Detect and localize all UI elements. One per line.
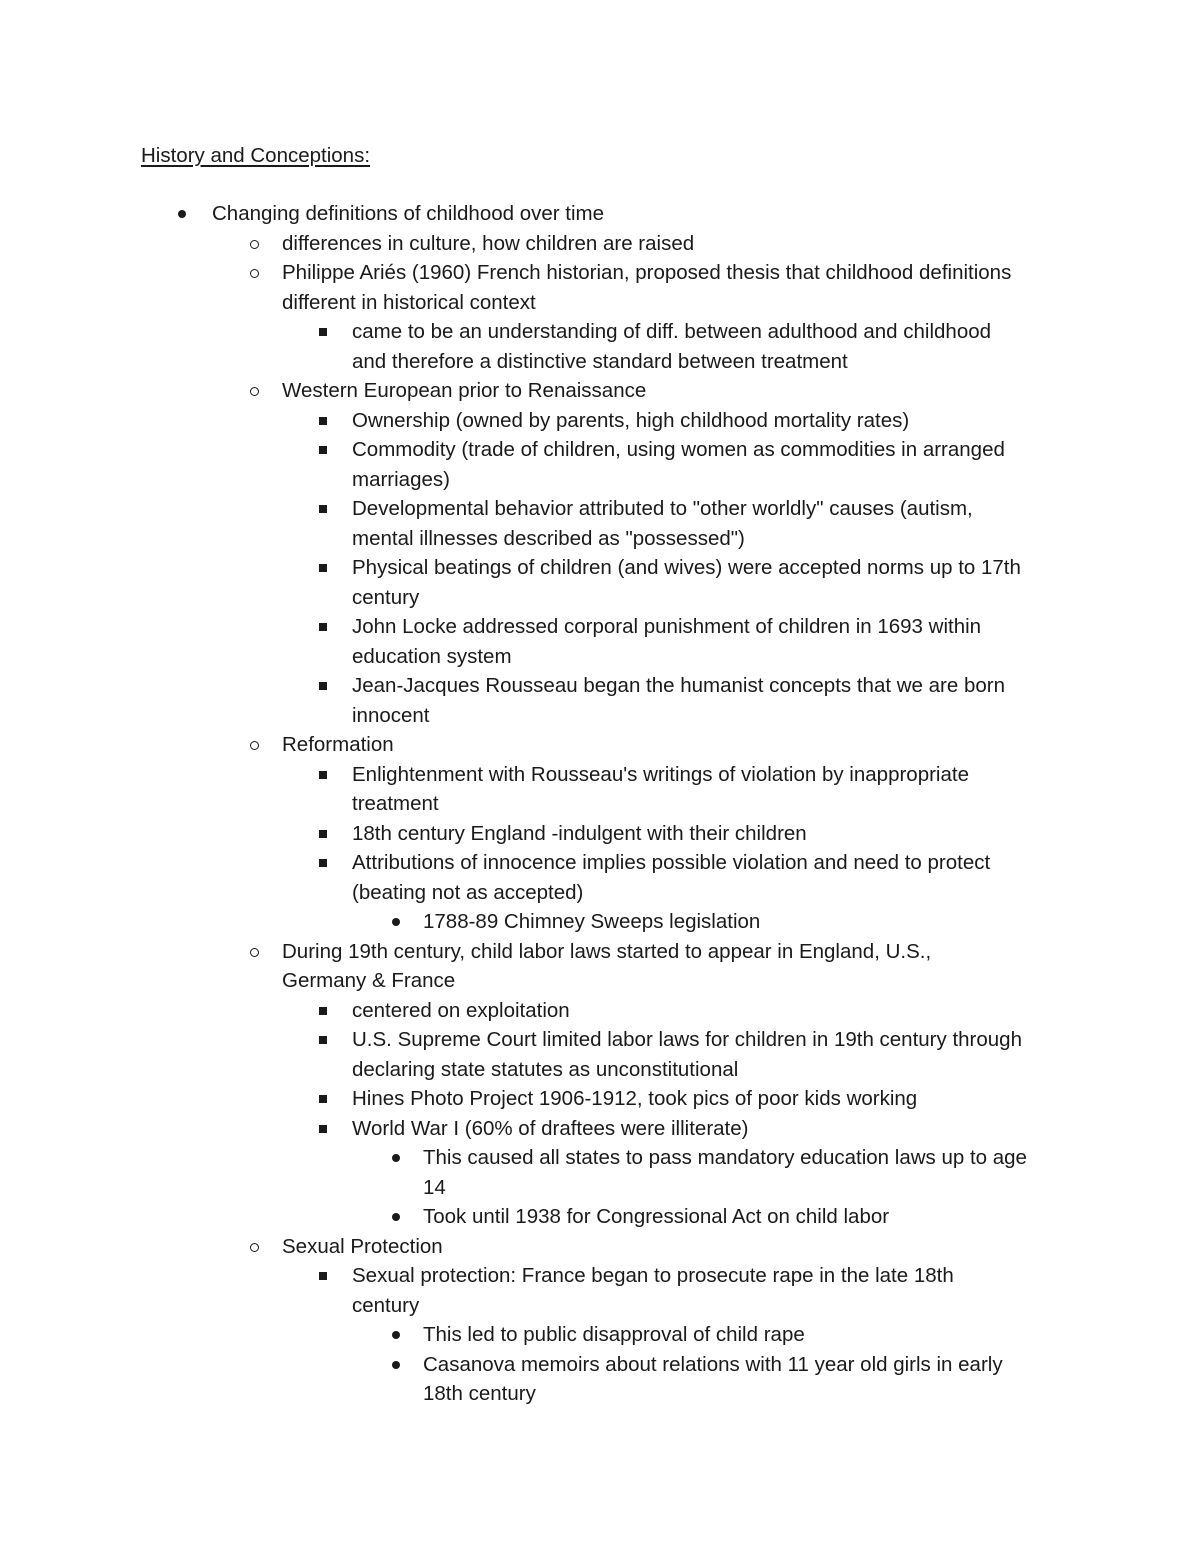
list-item-text: century [352, 1293, 420, 1317]
list-item [352, 671, 1005, 730]
bullet-square-icon [319, 446, 327, 454]
bullet-square-icon [319, 417, 327, 425]
list-item [352, 760, 969, 819]
list-item-text: Western European prior to Renaissance [282, 379, 647, 402]
bullet-square-icon [319, 859, 327, 867]
list-item [352, 1084, 917, 1114]
list-item-text: marriages) [352, 467, 450, 491]
list-item-text: Developmental behavior attributed to "other worldly" causes (autism, [352, 497, 973, 520]
list-item-text: Enlightenment with Rousseau's writings of violation by inappropriate [352, 762, 969, 786]
bullet-disc-icon [392, 1154, 400, 1162]
list-item [352, 848, 990, 907]
bullet-square-icon [319, 328, 327, 336]
list-item-text: Ownership (owned by parents, high childhood mortality rates) [352, 408, 910, 432]
bullet-disc-icon [178, 210, 186, 218]
list-item [352, 612, 981, 671]
list-item [352, 1025, 1022, 1084]
list-item-text: Physical beatings of children (and wives) were accepted norms up to 17th [352, 556, 1021, 579]
bullet-square-icon [319, 1036, 327, 1044]
list-item [282, 730, 394, 760]
list-item-text: century [352, 585, 420, 609]
list-item-text: Casanova memoirs about relations with 11 year old girls in early [423, 1352, 1003, 1376]
list-item-text: This led to public disapproval of child rape [423, 1323, 805, 1346]
list-item-text: U.S. Supreme Court limited labor laws for children in 19th century through [352, 1028, 1022, 1051]
list-item [352, 553, 1021, 612]
list-item [352, 1261, 954, 1320]
list-item-text: John Locke addressed corporal punishment of children in 1693 within [352, 615, 982, 638]
list-item [423, 1202, 889, 1232]
bullet-disc-icon [392, 1361, 400, 1369]
list-item-text: centered on exploitation [352, 998, 570, 1022]
list-item-text: Commodity (trade of children, using women as commodities in arranged [352, 438, 1005, 461]
page-title: History and Conceptions: [141, 144, 371, 167]
list-item-text: World War I (60% of draftees were illiterate) [352, 1116, 749, 1140]
list-item-text: During 19th century, child labor laws started to appear in England, U.S., [282, 939, 932, 963]
list-item [282, 229, 694, 259]
list-item-text: treatment [352, 792, 439, 815]
bullet-circle-icon [250, 269, 259, 278]
list-item-text: Germany & France [282, 969, 456, 992]
list-item-text: differences in culture, how children are raised [282, 231, 695, 255]
bullet-circle-icon [250, 948, 259, 957]
list-item-text: 18th century [423, 1382, 536, 1405]
bullet-square-icon [319, 1272, 327, 1280]
bullet-square-icon [319, 1125, 327, 1133]
bullet-square-icon [319, 505, 327, 513]
bullet-square-icon [319, 830, 327, 838]
bullet-circle-icon [250, 240, 259, 249]
list-item-text: Attributions of innocence implies possible violation and need to protect [352, 851, 991, 874]
list-item [352, 435, 1005, 494]
list-item [212, 199, 604, 229]
list-item [423, 1320, 805, 1350]
list-item-text: Reformation [282, 733, 394, 756]
bullet-square-icon [319, 623, 327, 631]
list-item [352, 819, 807, 849]
bullet-disc-icon [392, 918, 400, 926]
list-item-text: and therefore a distinctive standard between treatment [352, 349, 848, 373]
list-item-text: Sexual Protection [282, 1234, 443, 1258]
list-item-text: 1788-89 Chimney Sweeps legislation [423, 910, 761, 933]
list-item-text: Took until 1938 for Congressional Act on child labor [423, 1205, 890, 1228]
list-item [423, 907, 760, 937]
bullet-square-icon [319, 682, 327, 690]
list-item-text: innocent [352, 703, 430, 727]
list-item-text: (beating not as accepted) [352, 880, 584, 904]
bullet-square-icon [319, 564, 327, 572]
list-item [352, 317, 991, 376]
list-item-text: came to be an understanding of diff. between adulthood and childhood [352, 320, 992, 343]
list-item [423, 1143, 1027, 1202]
list-item-text: different in historical context [282, 290, 536, 314]
bullet-disc-icon [392, 1331, 400, 1339]
bullet-circle-icon [250, 741, 259, 750]
list-item-text: This caused all states to pass mandatory education laws up to age [423, 1146, 1027, 1169]
list-item [352, 1114, 748, 1144]
list-item [352, 494, 973, 553]
list-item-text: Changing definitions of childhood over time [212, 202, 605, 225]
bullet-square-icon [319, 1007, 327, 1015]
list-item-text: Sexual protection: France began to prosecute rape in the late 18th [352, 1264, 954, 1287]
list-item [423, 1350, 1003, 1409]
bullet-disc-icon [392, 1213, 400, 1221]
list-item-text: education system [352, 644, 512, 668]
list-item-text: Philippe Ariés (1960) French historian, proposed thesis that childhood definitions [282, 261, 1012, 284]
list-item [352, 406, 909, 436]
list-item [282, 258, 1011, 317]
list-item [282, 376, 646, 406]
list-item-text: declaring state statutes as unconstitutional [352, 1057, 739, 1081]
list-item [352, 996, 570, 1026]
list-item-text: 14 [423, 1175, 446, 1199]
list-item-text: mental illnesses described as "possessed") [352, 526, 745, 550]
bullet-square-icon [319, 1095, 327, 1103]
list-item [282, 1232, 443, 1262]
bullet-square-icon [319, 771, 327, 779]
list-item-text: Hines Photo Project 1906-1912, took pics of poor kids working [352, 1087, 918, 1110]
list-item-text: 18th century England -indulgent with their children [352, 821, 807, 845]
bullet-circle-icon [250, 1243, 259, 1252]
bullet-circle-icon [250, 387, 259, 396]
list-item-text: Jean-Jacques Rousseau began the humanist concepts that we are born [352, 674, 1005, 697]
list-item [282, 937, 931, 996]
